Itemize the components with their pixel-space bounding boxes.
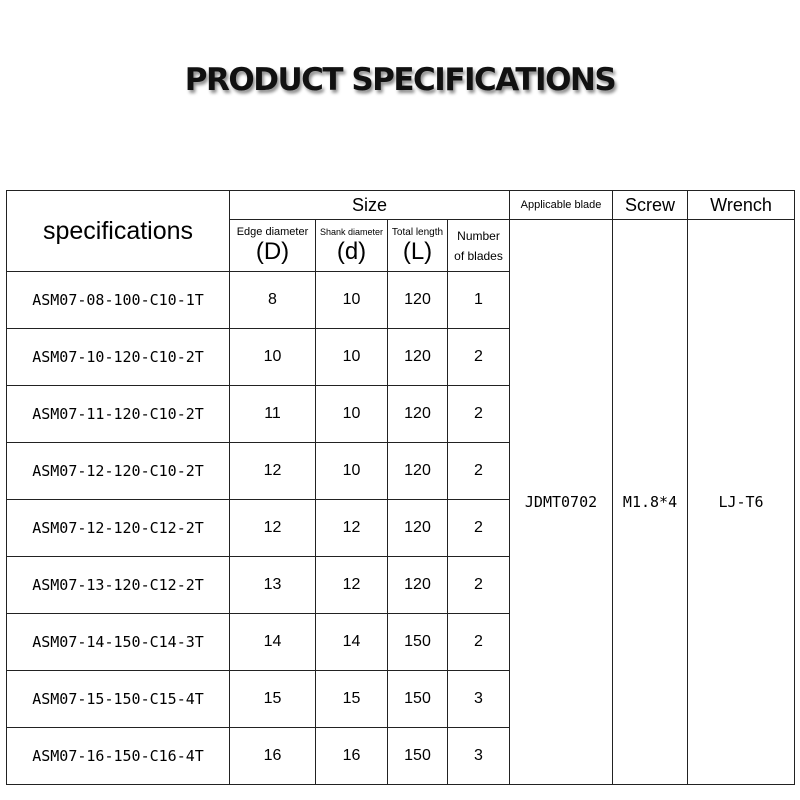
total-length-cell: 120 <box>388 272 448 329</box>
header-shank-diameter <box>316 220 388 272</box>
header-edge-diameter-symbol: (D) <box>255 238 290 265</box>
blades-cell: 2 <box>448 557 510 614</box>
shank-diameter-cell: 15 <box>316 671 388 728</box>
shank-diameter-cell: 12 <box>316 557 388 614</box>
total-length-cell: 120 <box>388 557 448 614</box>
header-edge-diameter <box>230 220 316 272</box>
total-length-cell: 120 <box>388 500 448 557</box>
total-length-cell: 150 <box>388 614 448 671</box>
spec-cell: ASM07-12-120-C12-2T <box>7 500 230 557</box>
header-total-length-label: Total length <box>391 227 444 238</box>
blades-cell: 3 <box>448 728 510 785</box>
edge-diameter-cell: 8 <box>230 272 316 329</box>
shank-diameter-cell: 16 <box>316 728 388 785</box>
spec-cell: ASM07-13-120-C12-2T <box>7 557 230 614</box>
shank-diameter-cell: 10 <box>316 443 388 500</box>
blades-cell: 2 <box>448 614 510 671</box>
header-of-blades-label: of blades <box>454 248 503 263</box>
header-specifications: specifications <box>7 191 230 272</box>
header-number-label: Number <box>457 228 500 243</box>
total-length-cell: 120 <box>388 443 448 500</box>
spec-cell: ASM07-08-100-C10-1T <box>7 272 230 329</box>
blades-cell: 2 <box>448 443 510 500</box>
blades-cell: 2 <box>448 500 510 557</box>
shank-diameter-cell: 10 <box>316 386 388 443</box>
header-total-length-symbol: (L) <box>402 238 433 265</box>
spec-cell: ASM07-15-150-C15-4T <box>7 671 230 728</box>
edge-diameter-cell: 13 <box>230 557 316 614</box>
total-length-cell: 150 <box>388 671 448 728</box>
header-screw: Screw <box>613 191 688 220</box>
header-number-of-blades <box>448 220 510 272</box>
blades-cell: 1 <box>448 272 510 329</box>
header-total-length <box>388 220 448 272</box>
spec-cell: ASM07-12-120-C10-2T <box>7 443 230 500</box>
blades-cell: 2 <box>448 386 510 443</box>
edge-diameter-cell: 10 <box>230 329 316 386</box>
spec-cell: ASM07-14-150-C14-3T <box>7 614 230 671</box>
edge-diameter-cell: 12 <box>230 443 316 500</box>
header-shank-diameter-label: Shank diameter <box>319 227 384 237</box>
blades-cell: 3 <box>448 671 510 728</box>
header-shank-diameter-symbol: (d) <box>336 238 367 265</box>
spec-cell: ASM07-10-120-C10-2T <box>7 329 230 386</box>
shank-diameter-cell: 10 <box>316 329 388 386</box>
shank-diameter-cell: 12 <box>316 500 388 557</box>
total-length-cell: 150 <box>388 728 448 785</box>
screw-value: M1.8*4 <box>613 220 688 785</box>
header-size: Size <box>230 191 510 220</box>
applicable-blade-value: JDMT0702 <box>510 220 613 785</box>
header-wrench: Wrench <box>688 191 795 220</box>
header-applicable-blade: Applicable blade <box>510 191 613 220</box>
edge-diameter-cell: 14 <box>230 614 316 671</box>
spec-table <box>6 190 795 785</box>
total-length-cell: 120 <box>388 386 448 443</box>
edge-diameter-cell: 15 <box>230 671 316 728</box>
header-row-1 <box>7 191 795 220</box>
shank-diameter-cell: 10 <box>316 272 388 329</box>
total-length-cell: 120 <box>388 329 448 386</box>
page-title: PRODUCT SPECIFICATIONS <box>184 62 616 98</box>
edge-diameter-cell: 16 <box>230 728 316 785</box>
wrench-value: LJ-T6 <box>688 220 795 785</box>
blades-cell: 2 <box>448 329 510 386</box>
header-edge-diameter-label: Edge diameter <box>236 226 309 238</box>
edge-diameter-cell: 12 <box>230 500 316 557</box>
spec-cell: ASM07-11-120-C10-2T <box>7 386 230 443</box>
edge-diameter-cell: 11 <box>230 386 316 443</box>
shank-diameter-cell: 14 <box>316 614 388 671</box>
spec-cell: ASM07-16-150-C16-4T <box>7 728 230 785</box>
